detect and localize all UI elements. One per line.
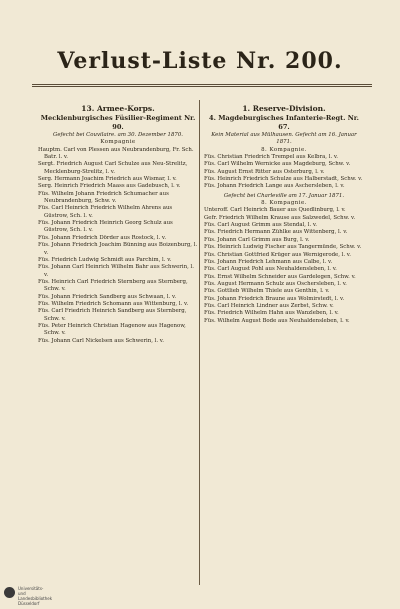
casualty-entry: Füs. Wilhelm August Bode aus Neuhaldensleben, l. v. bbox=[204, 317, 350, 324]
left-section: Kompagnie bbox=[100, 139, 136, 146]
casualty-entry: Füs. Carl Heinrich Friedrich Wilhelm Ahrens aus Güstrow, Sch. l. v. bbox=[38, 205, 173, 219]
casualty-entry: Füs. Gottlieb Wilhelm Thiele aus Genthin, l. v. bbox=[204, 288, 330, 295]
casualty-entry: Füs. Johann Carl Nickelsen aus Schwerin, l. v. bbox=[38, 337, 164, 344]
title-rule-top bbox=[32, 84, 372, 85]
right-section-2: 8. Kompagnie. bbox=[261, 200, 307, 207]
right-column bbox=[204, 104, 364, 325]
casualty-entry: Füs. Johann Friedrich Joachim Bünning aus Boizenburg, l. v. bbox=[38, 242, 198, 256]
casualty-entry: Füs. Johann Carl Grimm aus Burg, l. v. bbox=[204, 236, 310, 243]
left-header: 13. Armee-Korps. bbox=[81, 104, 155, 113]
casualty-entry: Füs. Wilhelm Johann Friedrich Schumacher aus Neubrandenburg, Schw. v. bbox=[38, 190, 169, 205]
column-divider bbox=[199, 100, 200, 585]
casualty-entry: Füs. Heinrich Friedrich Schulze aus Halberstadt, Schw. v. bbox=[204, 176, 363, 183]
casualty-entry: Füs. Johann Friedrich Heinrich Georg Schulz aus Güstrow, Sch. l. v. bbox=[38, 220, 173, 234]
right-note-2: Gefecht bei Charleville am 17. Januar 1871. bbox=[223, 192, 345, 199]
casualty-entry: Füs. Johann Friedrich Lehmann aus Calbe, l. v. bbox=[204, 258, 333, 265]
casualty-entry: Sergt. Friedrich August Carl Schulze aus Neu-Strelitz, Mecklenburg-Strelitz, l. v. bbox=[38, 161, 188, 175]
right-entries-2 bbox=[204, 207, 364, 325]
right-section: 8. Kompagnie. bbox=[261, 146, 307, 153]
left-column bbox=[38, 104, 198, 345]
casualty-entry: Füs. Ernst Wilhelm Schneider aus Gardelegen, Schw. v. bbox=[204, 273, 356, 280]
casualty-entry: Füs. Carl August Grimm aus Stendal, l. v. bbox=[204, 222, 318, 229]
library-logo-line-1: Universitäts- und bbox=[18, 586, 44, 596]
casualty-entry: Serg. Hermann Joachim Friedrich aus Wismar, l. v. bbox=[38, 176, 177, 183]
left-regiment: Mecklenburgisches Füsilier-Regiment Nr. 90. bbox=[40, 114, 196, 131]
casualty-entry: Füs. Carl August Pohl aus Neuhaldensleben, l. v. bbox=[204, 266, 337, 273]
casualty-entry: Füs. Carl Heinrich Lindner aus Zerbst, Schw. v. bbox=[204, 302, 334, 309]
casualty-entry: Füs. Carl Friedrich Heinrich Sandberg aus Sternberg, Schw. v. bbox=[38, 308, 187, 322]
page-title: Verlust-Liste Nr. 200. bbox=[57, 48, 343, 74]
casualty-entry: Füs. Johann Friedrich Braune aus Wolmirstedt, l. v. bbox=[204, 295, 345, 302]
library-logo-icon bbox=[4, 587, 15, 598]
casualty-entry: Füs. Friedrich Ludwig Schmidt aus Parchim, l. v. bbox=[38, 256, 172, 263]
library-logo bbox=[4, 585, 53, 606]
right-header: 1. Reserve-Division. bbox=[242, 104, 326, 113]
casualty-entry: Füs. Christian Friedrich Trempel aus Kelbra, l. v. bbox=[204, 154, 338, 161]
casualty-entry: Hauptm. Carl von Plessen aus Neubrandenburg, Fr. Sch. Batr. l. v. bbox=[38, 146, 194, 161]
left-note: Gefecht bei Couvilaire. am 30. Dezember 1870. bbox=[53, 132, 183, 138]
left-entries bbox=[38, 147, 198, 345]
casualty-entry: Füs. Johann Friedrich Lange aus Aschersleben, l. v. bbox=[204, 183, 345, 190]
title-rule-bottom bbox=[32, 86, 372, 87]
casualty-entry: Füs. Friedrich Hermann Zühlke aus Wittenberg, l. v. bbox=[204, 229, 348, 236]
right-note: Kein Material aus Mülhausen. Gefecht am 16. Januar 1871. bbox=[211, 132, 357, 146]
casualty-entry: Füs. Peter Heinrich Christian Hagenow aus Hagenow, Schw. v. bbox=[38, 322, 186, 337]
casualty-entry: Unteroff. Carl Heinrich Bauer aus Quedlinburg, l. v. bbox=[204, 207, 346, 214]
right-regiment: 4. Magdeburgisches Infanterie-Regt. Nr. 67. bbox=[209, 114, 359, 131]
library-logo-line-2: Landesbibliothek Düsseldorf bbox=[18, 596, 53, 606]
casualty-entry: Füs. August Ernst Ritter aus Osterburg, l. v. bbox=[204, 168, 325, 175]
casualty-entry: Füs. Carl Wilhelm Wernicke aus Magdeburg, Schw. v. bbox=[204, 161, 351, 168]
casualty-entry: Serg. Heinrich Friedrich Maass aus Gadebusch, l. v. bbox=[38, 183, 181, 190]
casualty-entry: Füs. Johann Carl Heinrich Wilhelm Bahr aus Schwerin, l. v. bbox=[38, 264, 194, 278]
casualty-entry: Füs. Christian Gottfried Krüger aus Wernigerode, l. v. bbox=[204, 251, 351, 258]
casualty-entry: Füs. Friedrich Wilhelm Hahn aus Wanzleben, l. v. bbox=[204, 310, 339, 317]
casualty-entry: Füs. Johann Friedrich Dörder aus Rostock, l. v. bbox=[38, 234, 167, 241]
right-entries bbox=[204, 154, 364, 191]
casualty-entry: Füs. August Hermann Schulz aus Oschersleben, l. v. bbox=[204, 280, 347, 287]
casualty-entry: Füs. Wilhelm Friedrich Schomann aus Wittenburg, l. v. bbox=[38, 300, 189, 307]
casualty-entry: Füs. Heinrich Ludwig Fischer aus Tangermünde, Schw. v. bbox=[204, 244, 362, 251]
casualty-entry: Gefr. Friedrich Wilhelm Krause aus Salzwedel, Schw. v. bbox=[204, 214, 356, 221]
library-logo-text bbox=[18, 586, 52, 606]
casualty-entry: Füs. Johann Friedrich Sandberg aus Schwaan, l. v. bbox=[38, 293, 177, 300]
casualty-entry: Füs. Heinrich Carl Friedrich Sternberg aus Sternberg, Schw. v. bbox=[38, 278, 188, 293]
